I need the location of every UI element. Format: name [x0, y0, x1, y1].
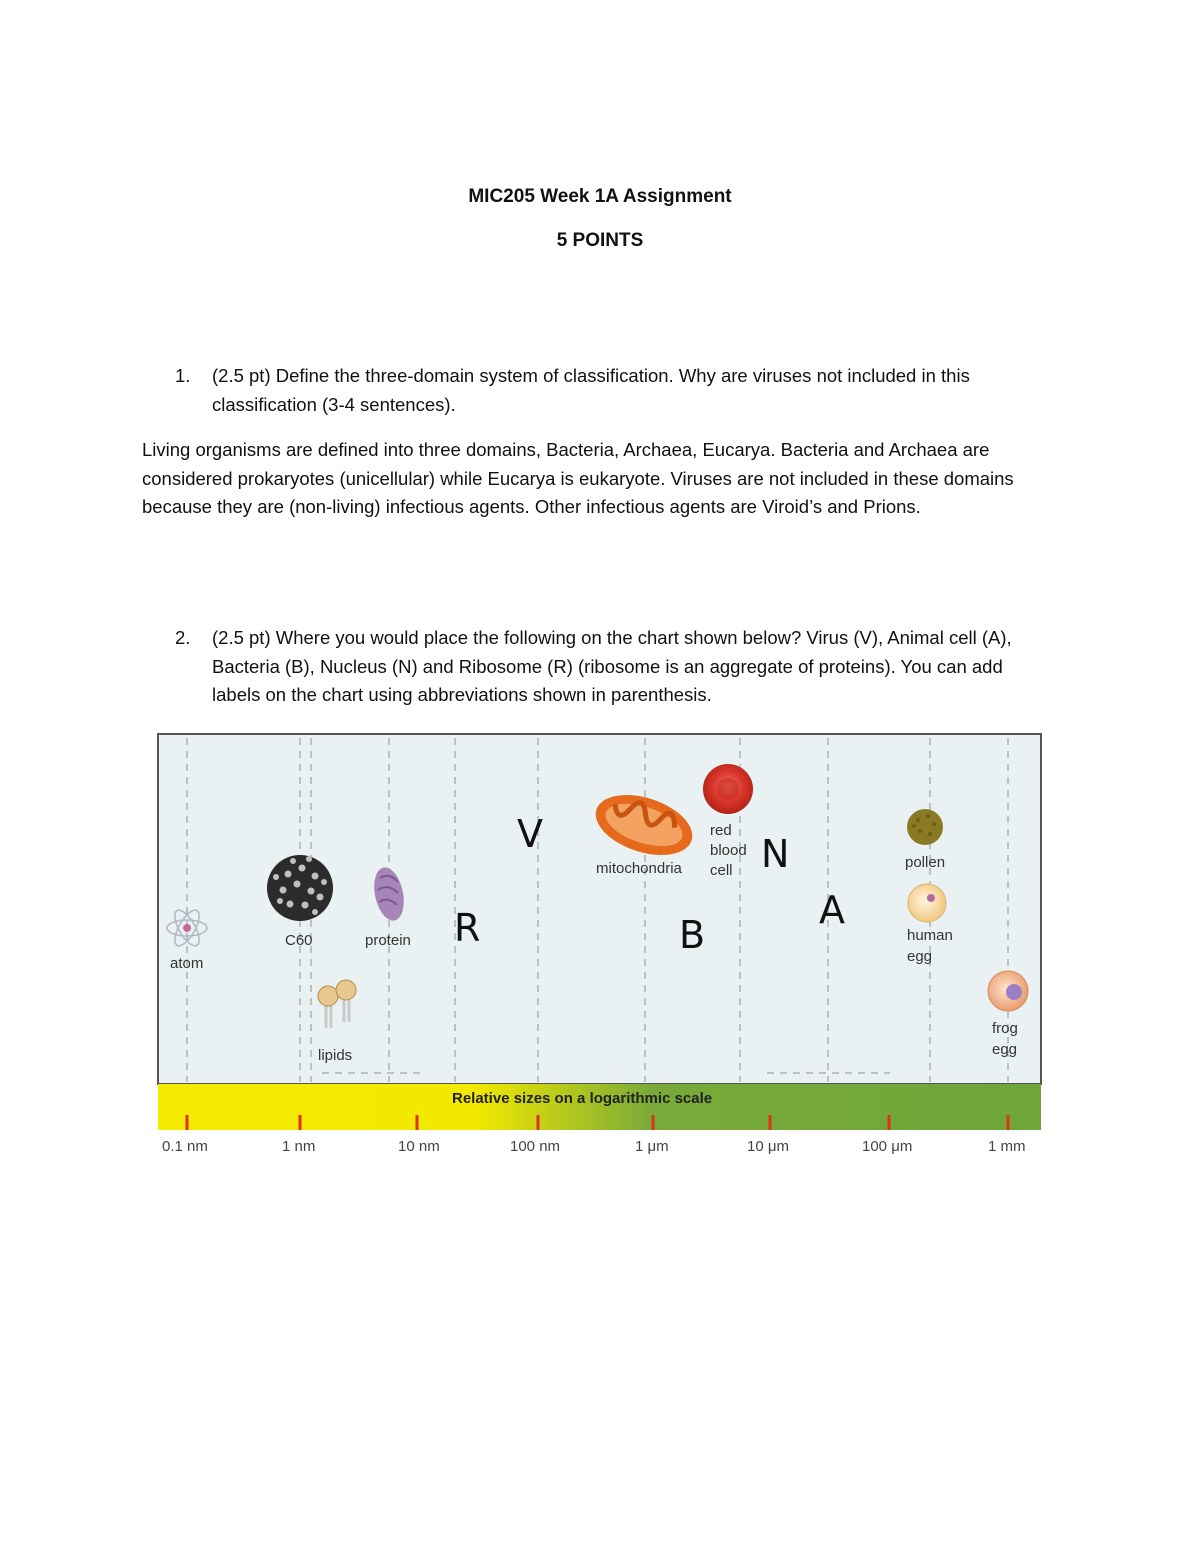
human-egg-icon: [908, 884, 946, 922]
handwritten-animal-cell-label: A: [819, 888, 845, 932]
handwritten-bacteria-label: B: [679, 913, 706, 957]
human-egg-label-1: human: [907, 927, 953, 944]
question-1-text: (2.5 pt) Define the three-domain system of classification. Why are viruses not included in this classification (3-4 sentences).: [212, 365, 970, 415]
rbc-label-3: cell: [710, 862, 733, 879]
scale-band-title: Relative sizes on a logarithmic scale: [452, 1090, 713, 1107]
handwritten-nucleus-label: N: [761, 832, 790, 876]
frog-egg-label-1: frog: [992, 1020, 1018, 1037]
pollen-icon: [907, 809, 943, 845]
tick-label: 100 μm: [862, 1138, 913, 1155]
lipids-label: lipids: [318, 1047, 353, 1064]
tick-label: 10 μm: [747, 1138, 789, 1155]
question-2-text: (2.5 pt) Where you would place the following on the chart shown below? Virus (V), Animal cell (A), Bacteria (B), Nucleus (N) and Ribosome (R) (ribosome is an aggregate of proteins). You can add labels on the chart using abbreviations shown in parenthesis.: [212, 627, 1012, 705]
c60-label: C60: [285, 932, 313, 949]
rbc-label-2: blood: [710, 842, 747, 859]
tick-label: 10 nm: [398, 1138, 440, 1155]
answer-1-text: Living organisms are defined into three domains, Bacteria, Archaea, Eucarya. Bacteria and Archaea are considered prokaryotes (unicellular) while Eucarya is eukaryote. Viruses are not included in these domains because they are (non-living) infectious agents. Other infectious agents are Viroid’s and Prions.: [142, 439, 1014, 517]
frog-egg-icon: [988, 971, 1028, 1011]
question-2-number: 2.: [175, 627, 191, 648]
tick-label: 1 μm: [635, 1138, 669, 1155]
handwritten-virus-label: V: [517, 812, 543, 856]
mitochondria-label: mitochondria: [596, 860, 682, 877]
red-blood-cell-icon: [703, 764, 753, 814]
question-2: [175, 624, 1055, 710]
tick-label: 1 nm: [282, 1138, 316, 1155]
c60-icon: [267, 855, 333, 921]
pollen-label: pollen: [905, 854, 946, 871]
human-egg-label-2: egg: [907, 948, 933, 965]
size-scale-figure: [150, 716, 1050, 1166]
question-1-number: 1.: [175, 365, 191, 386]
tick-label: 1 mm: [988, 1138, 1026, 1155]
protein-label: protein: [365, 932, 411, 949]
size-scale-svg: [150, 716, 1050, 1166]
atom-label: atom: [170, 955, 204, 972]
tick-label: 0.1 nm: [162, 1138, 208, 1155]
question-1: [175, 362, 1055, 419]
handwritten-ribosome-label: R: [454, 906, 481, 950]
frog-egg-label-2: egg: [992, 1041, 1018, 1058]
rbc-label-1: red: [710, 822, 732, 839]
document-points: 5 POINTS: [556, 230, 644, 251]
document-title: MIC205 Week 1A Assignment: [468, 186, 732, 207]
tick-label: 100 nm: [510, 1138, 561, 1155]
